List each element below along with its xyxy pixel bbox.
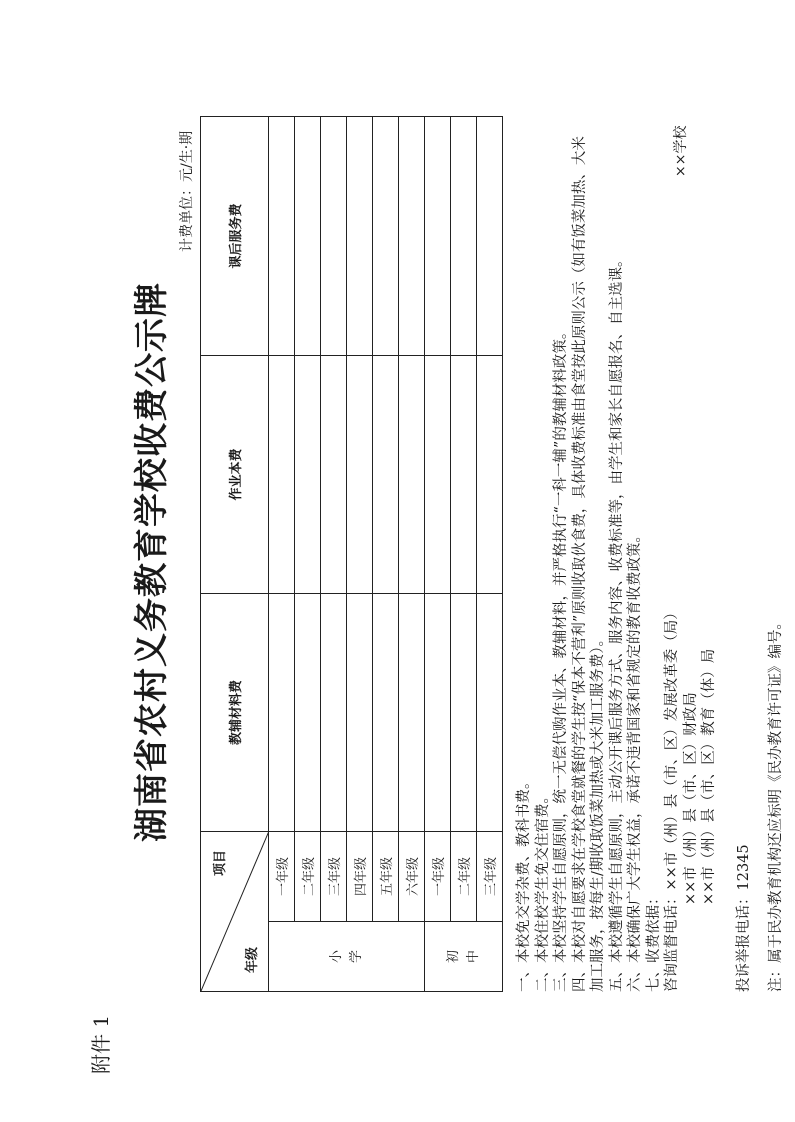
- school-name: ××学校: [673, 125, 689, 177]
- table-row: [425, 117, 451, 992]
- contact-line: 咨询监督电话：××市（州）县（市、区）发展改革委（局）: [664, 605, 680, 992]
- grade-label: 一年级: [425, 832, 451, 922]
- fee-cell: [451, 356, 477, 594]
- fee-cell: [373, 356, 399, 594]
- fee-cell: [399, 594, 425, 832]
- contact-line: ××市（州）县（市、区）财政局: [682, 692, 699, 905]
- fee-cell: [347, 594, 373, 832]
- fee-cell: [373, 117, 399, 356]
- table-row: [347, 117, 373, 992]
- grade-label: 二年级: [295, 832, 321, 922]
- table-row: [269, 117, 295, 992]
- table-corner-cell: [201, 832, 269, 992]
- fee-cell: [295, 117, 321, 356]
- fee-cell: [425, 594, 451, 832]
- fee-cell: [399, 117, 425, 356]
- table-row: [321, 117, 347, 992]
- table-row: [399, 117, 425, 992]
- note-line: 二、本校住校学生免交住宿费。: [534, 789, 551, 992]
- fee-cell: [295, 356, 321, 594]
- grade-label: 六年级: [399, 832, 425, 922]
- fee-cell: [347, 356, 373, 594]
- note-line: 三、本校坚持学生自愿原则，统一无偿代购作业本、教辅材料，并严格执行“一科一辅”的教辅材料政策。: [553, 324, 569, 992]
- grade-label: 五年级: [373, 832, 399, 922]
- table-header-row: [201, 117, 269, 992]
- grade-label: 三年级: [477, 832, 503, 922]
- grade-label: 一年级: [269, 832, 295, 922]
- billing-unit: 计费单位：元/生·期: [179, 130, 195, 252]
- fee-cell: [321, 356, 347, 594]
- report-hotline: 投诉举报电话：12345: [735, 844, 752, 992]
- note-line: 加工服务，按每生/期收取饭菜加热或大米加工服务费）。: [590, 631, 606, 992]
- note-line: 六、本校确保广大学生权益，承诺不违背国家和省规定的教育收费政策。: [627, 528, 643, 992]
- table-row: [451, 117, 477, 992]
- final-note: 注：属于民办教育机构还应标明《民办教育许可证》编号。: [768, 615, 784, 992]
- fee-cell: [451, 594, 477, 832]
- fee-cell: [477, 117, 503, 356]
- fee-cell: [425, 356, 451, 594]
- fee-cell: [269, 356, 295, 594]
- fee-cell: [269, 594, 295, 832]
- fee-cell: [269, 117, 295, 356]
- fee-table: [200, 116, 503, 992]
- fee-cell: [295, 594, 321, 832]
- grade-label: 三年级: [321, 832, 347, 922]
- fee-cell: [347, 117, 373, 356]
- group-label-primary: 小 学: [269, 922, 425, 992]
- column-header: 教辅材料费: [201, 594, 269, 832]
- fee-cell: [399, 356, 425, 594]
- fee-cell: [477, 356, 503, 594]
- fee-cell: [477, 594, 503, 832]
- table-row: [295, 117, 321, 992]
- column-header: 课后服务费: [201, 117, 269, 356]
- column-header: 作业本费: [201, 356, 269, 594]
- note-line: 五、本校遵循学生自愿原则，主动公开课后服务方式、服务内容、收费标准等，由学生和家长自愿报名、自主选课。: [608, 252, 625, 992]
- fee-cell: [321, 594, 347, 832]
- fee-cell: [321, 117, 347, 356]
- notes-block: [515, 136, 786, 992]
- fee-cell: [425, 117, 451, 356]
- note-line: 一、本校免交学杂费、教科书费。: [516, 774, 532, 992]
- corner-label-grade: 年级: [245, 946, 260, 973]
- table-row: [477, 117, 503, 992]
- grade-label: 二年级: [451, 832, 477, 922]
- fee-cell: [451, 117, 477, 356]
- note-line: 四、本校对自愿要求在学校食堂就餐的学生按“保本不营利”原则收取伙食费，具体收费标准由食堂按此原则公示（如有饭菜加热、大米: [571, 136, 588, 992]
- page-title: 湖南省农村义务教育学校收费公示牌: [132, 282, 172, 842]
- attachment-label: 附件 1: [89, 1014, 113, 1074]
- note-line: 七、收费依据：: [645, 890, 662, 992]
- table-row: [373, 117, 399, 992]
- corner-label-item: 项目: [213, 850, 228, 877]
- contact-line: ××市（州）县（市、区）教育（体）局: [701, 648, 717, 905]
- grade-label: 四年级: [347, 832, 373, 922]
- group-label-junior: 初 中: [425, 922, 503, 992]
- fee-cell: [373, 594, 399, 832]
